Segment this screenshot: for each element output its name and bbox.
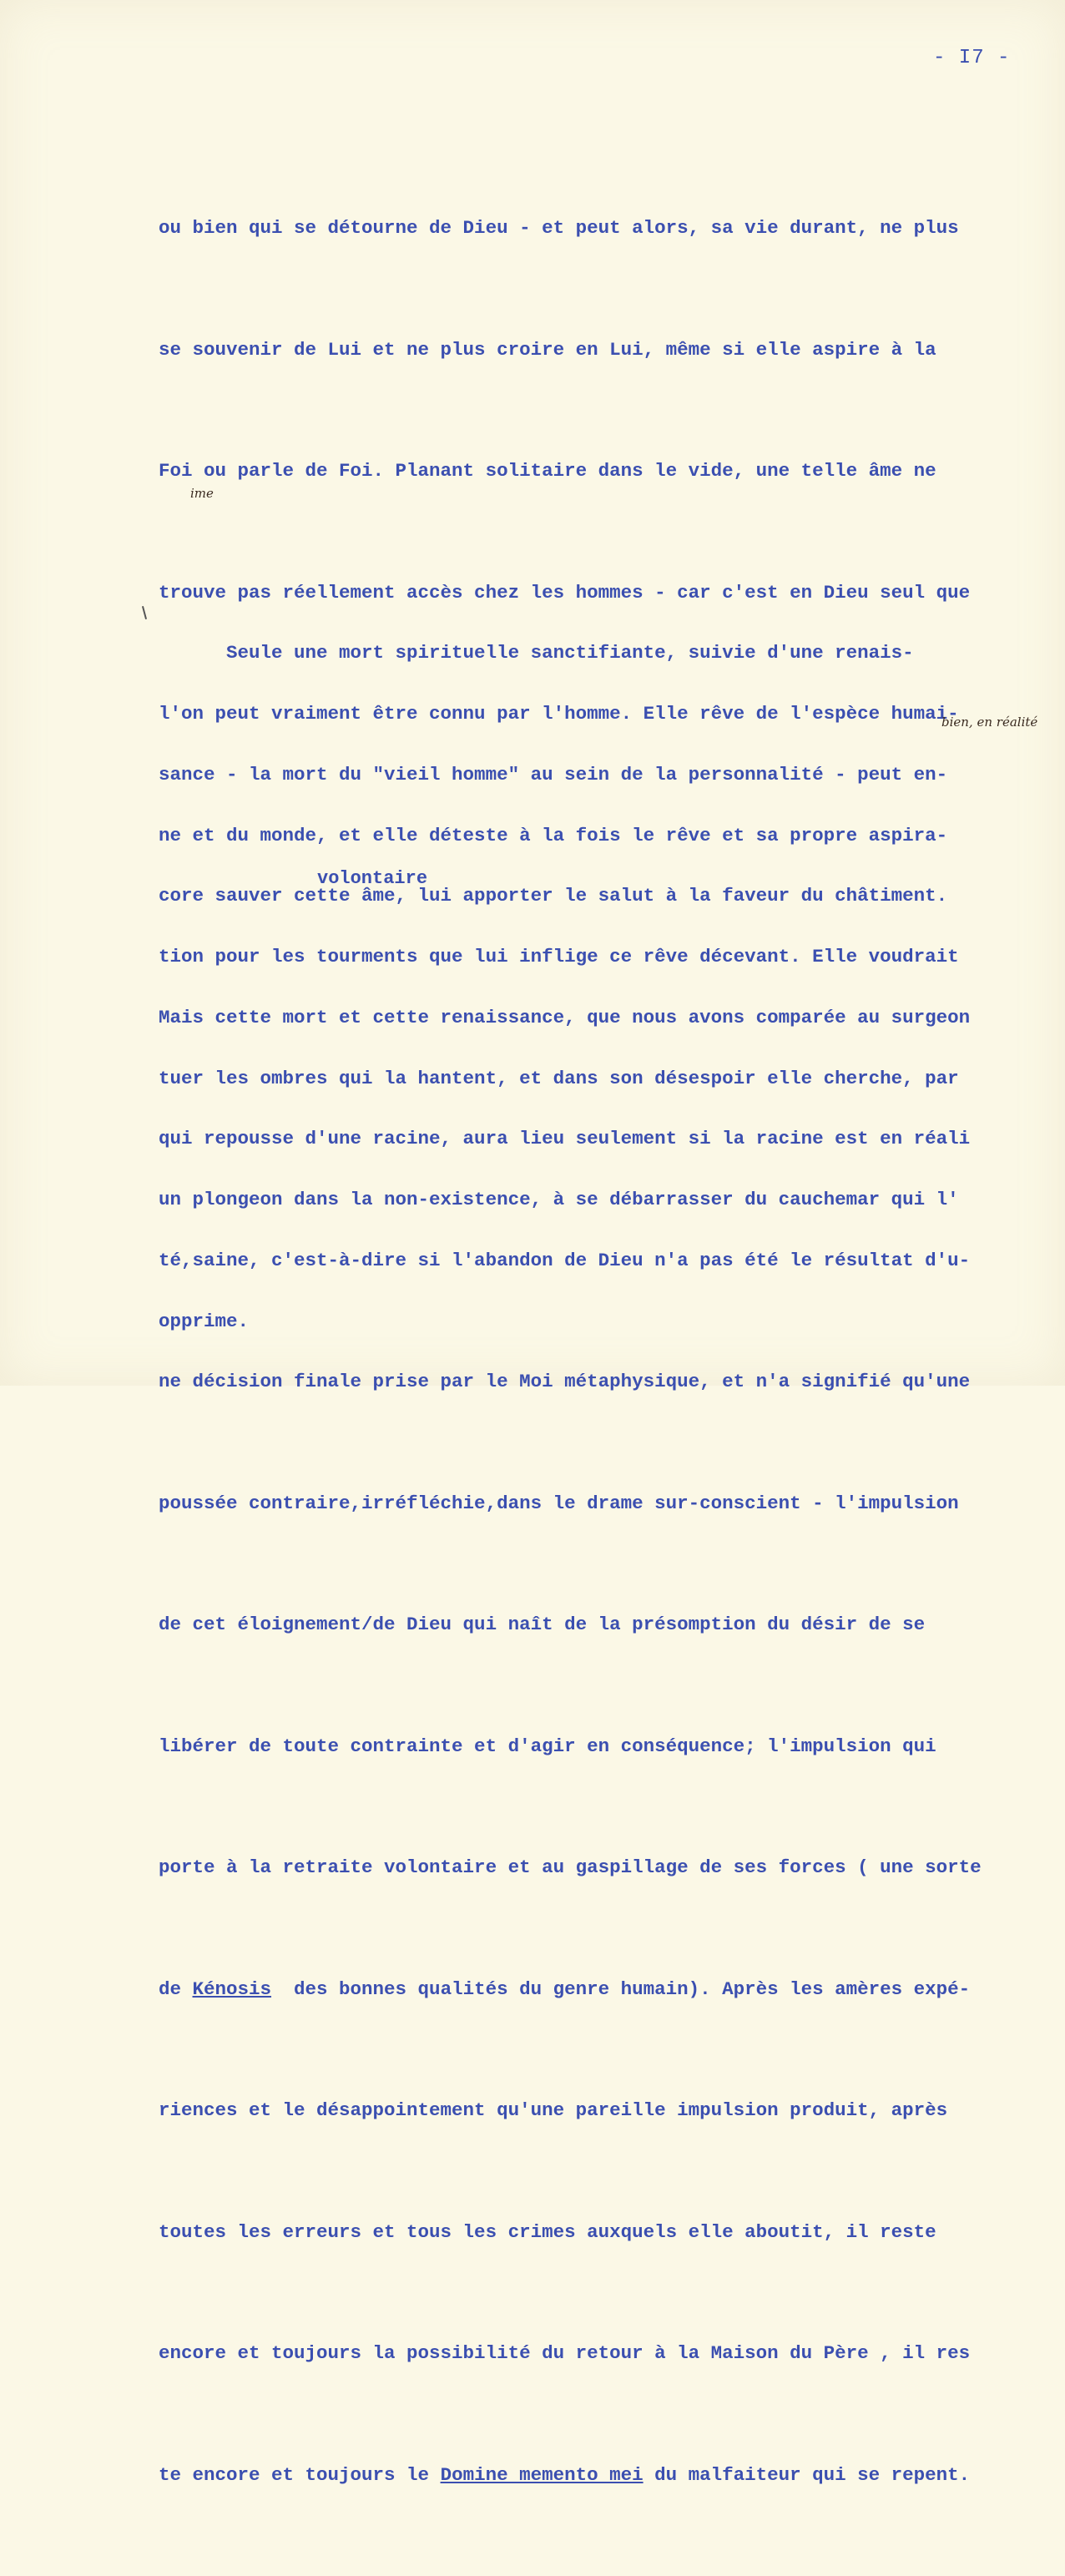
kenosis-suffix: des bonnes qualités du genre humain). Après les amères expé- <box>271 1977 971 2000</box>
text-line: porte à la retraite volontaire et au gaspillage de ses forces ( une sorte <box>159 1856 982 1878</box>
text-line-domine <box>159 2455 1052 2496</box>
text-line: opprime. <box>159 1310 250 1332</box>
inserted-word-volontaire: volontaire <box>317 868 428 889</box>
text-line: riences et le désappointement qu'une pareille impulsion produit, après <box>159 2099 948 2121</box>
text-line: un plongeon dans la non-existence, à se débarrasser du cauchemar qui l' <box>159 1189 959 1210</box>
text-line: sance - la mort du "vieil homme" au sein de la personnalité - peut en- <box>159 763 948 785</box>
text-line: trouve pas réellement accès chez les hommes - car c'est en Dieu seul que <box>159 581 971 604</box>
text-line: de cet éloignement/de Dieu qui naît de la présomption du désir de se <box>159 1614 926 1635</box>
page-number: - I7 - <box>933 47 1011 69</box>
text-line: tion pour les tourments que lui inflige ce rêve décevant. Elle voudrait <box>159 946 959 967</box>
text-line: qui repousse d'une racine, aura lieu seulement si la racine est en réali <box>159 1128 971 1149</box>
text-line: té,saine, c'est-à-dire si l'abandon de Dieu n'a pas été le résultat d'u- <box>159 1249 971 1271</box>
text-line: se souvenir de Lui et ne plus croire en Lui, même si elle aspire à la <box>159 338 936 361</box>
text-line: poussée contraire,irréfléchie,dans le drame sur-conscient - l'impulsion <box>159 1492 959 1514</box>
text-line: toutes les erreurs et tous les crimes auxquels elle aboutit, il reste <box>159 2220 936 2243</box>
margin-mark <box>142 606 147 619</box>
text-line: Mais cette mort et cette renaissance, que nous avons comparée au surgeon <box>159 1006 971 1028</box>
domine-term: Domine memento mei <box>440 2463 644 2486</box>
text-line: Foi ou parle de Foi. Planant solitaire dans le vide, une telle âme ne <box>159 460 936 482</box>
text-line: Seule une mort spirituelle sanctifiante, suivie d'une renais- <box>159 642 914 664</box>
text-line: encore et toujours la possibilité du retour à la Maison du Père , il res <box>159 2342 971 2364</box>
text-line: libérer de toute contrainte et d'agir en conséquence; l'impulsion qui <box>159 1735 936 1757</box>
text-line: l'on peut vraiment être connu par l'homme. Elle rêve de l'espèce humai- <box>159 703 959 725</box>
text-line: ou bien qui se détourne de Dieu - et peut alors, sa vie durant, ne plus <box>159 217 959 239</box>
handwritten-note-realite: bien, en réalité <box>941 715 1038 730</box>
text-line: ne décision finale prise par le Moi métaphysique, et n'a signifié qu'une <box>159 1371 971 1392</box>
text-line-kenosis <box>159 1969 1052 2010</box>
kenosis-prefix: de <box>159 1977 193 2000</box>
kenosis-term: Kénosis <box>192 1977 272 2000</box>
domine-suffix: du malfaiteur qui se repent. <box>643 2463 971 2486</box>
paragraph-2 <box>159 552 1052 2576</box>
text-line: core sauver cette âme, lui apporter le salut à la faveur du châtiment. <box>159 885 948 907</box>
domine-prefix: te encore et toujours le <box>159 2463 441 2486</box>
text-line: ne et du monde, et elle déteste à la fois le rêve et sa propre aspira- <box>159 824 948 846</box>
text-line: tuer les ombres qui la hantent, et dans son désespoir elle cherche, par <box>159 1067 959 1089</box>
handwritten-correction-opprime: ime <box>190 486 214 501</box>
